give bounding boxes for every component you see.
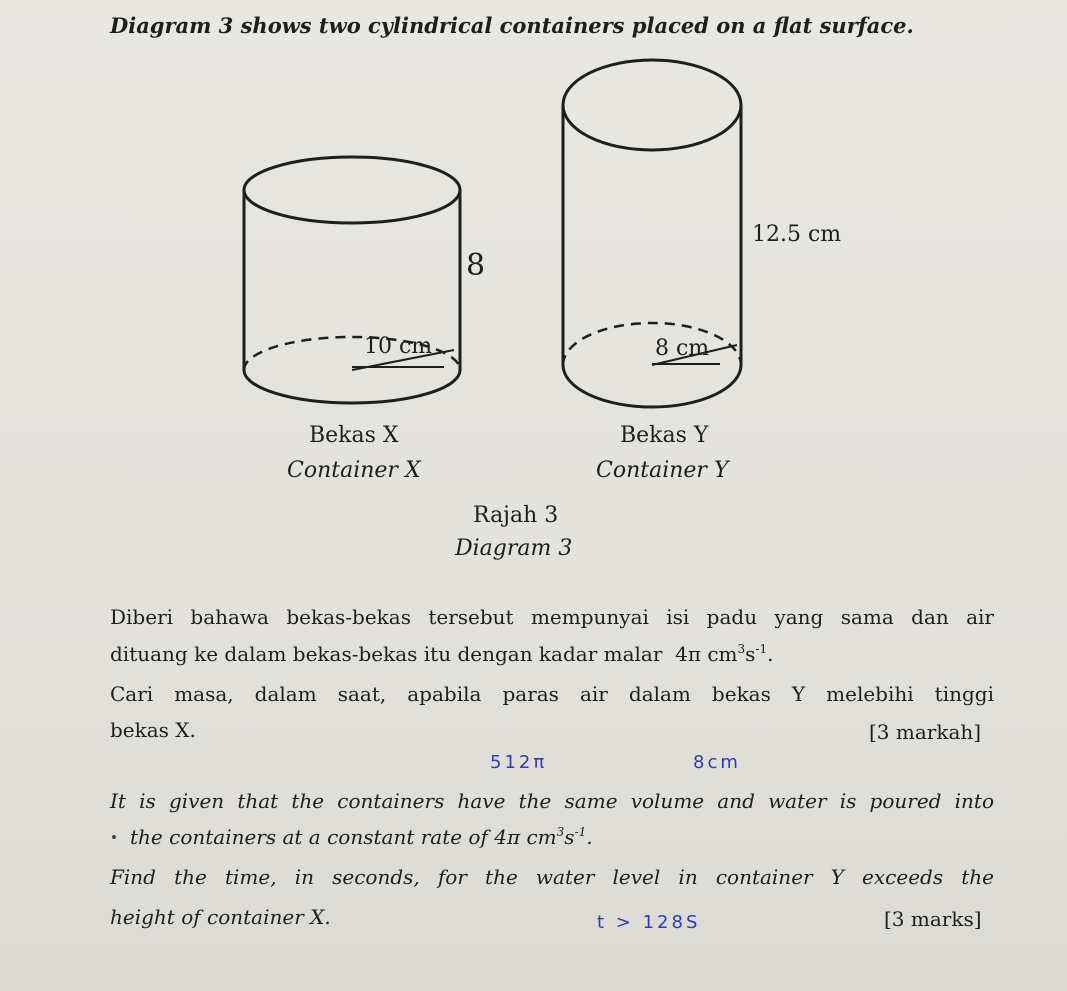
english-line-2: the containers at a constant rate of 4π $cm^3s^{-1}$. (130, 825, 593, 849)
container-x-label-malay: Bekas X (309, 423, 399, 448)
english-line-4: height of container X. (110, 905, 331, 929)
bullet-mark (112, 835, 116, 839)
malay-marks: [3 markah] (869, 720, 982, 744)
english-rate: 4π $cm^3s^{-1}$. (494, 825, 593, 849)
english-line-3: Find the time, in seconds, for the water level in container Y exceeds the (110, 865, 994, 889)
malay-rate: 4π $cm^3s^{-1}$. (675, 642, 774, 666)
handwritten-note-512pi: 512π (490, 752, 548, 773)
container-x-label-english: Container X (287, 458, 421, 483)
container-y-diameter-label: 8 cm (655, 336, 710, 361)
malay-line-1: Diberi bahawa bekas-bekas tersebut mempunyai isi padu yang sama dan air (110, 605, 994, 629)
container-y-height-label: 12.5 cm (752, 222, 842, 247)
malay-line-3: Cari masa, dalam saat, apabila paras air dalam bekas Y melebihi tinggi (110, 682, 994, 706)
handwritten-note-answer: t > 128S (597, 912, 701, 933)
malay-line-2: dituang ke dalam bekas-bekas itu dengan kadar malar 4π $cm^3s^{-1}$. (110, 642, 774, 666)
malay-line-4: bekas X. (110, 718, 196, 742)
english-marks: [3 marks] (884, 907, 982, 931)
handwritten-note-8cm: 8cm (693, 752, 741, 773)
container-x-diameter-label: 10 cm (364, 334, 433, 359)
container-y-label-malay: Bekas Y (620, 423, 709, 448)
english-line-1: It is given that the containers have the same volume and water is poured into (110, 789, 994, 813)
intro-text: Diagram 3 shows two cylindrical containers placed on a flat surface. (110, 13, 914, 38)
container-y-cylinder (563, 60, 741, 407)
container-x-height-annotation: 8 (466, 248, 486, 283)
diagram-caption-english: Diagram 3 (455, 536, 573, 561)
diagram-caption-malay: Rajah 3 (473, 503, 559, 528)
container-y-label-english: Container Y (596, 458, 729, 483)
container-x-cylinder (244, 157, 460, 403)
